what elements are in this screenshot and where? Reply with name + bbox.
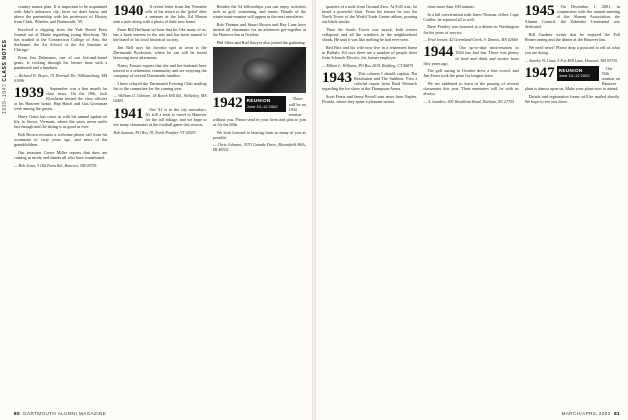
note-paragraph: country manor plan. It is important to be acquainted with Jake's unknown city, faces we don't know, and above the partnership with his professors of History from Clark, Wheeler and Dartmouth, '39. <box>14 4 108 25</box>
magazine-name: DARTMOUTH ALUMNI MAGAZINE <box>23 411 107 416</box>
note-paragraph: Besides the 54 fellowships you can enjoy activities such as golf, swimming, and tennis. Details of the winter mini-reunion will appear in the next newsletter. <box>212 4 306 20</box>
page-number: 81 <box>614 411 620 416</box>
note-paragraph: Bob Brown recounts a welcome phone call from his roommate of sixty years ago, and news of the grandchildren. <box>14 132 108 148</box>
left-page-footer <box>14 411 106 416</box>
class-secretary-signature: — Chris Johnson, 3570 Canada Drive, Bloomfield Hills, MI 48302 <box>212 142 306 153</box>
class-photo <box>213 47 306 93</box>
class-year-heading: 1943 <box>322 69 352 86</box>
side-tag-label: CLASS NOTES <box>2 39 8 82</box>
issue-date: MARCH/APRIL 2002 <box>561 411 611 416</box>
right-page-footer <box>562 411 620 416</box>
left-col-1 <box>14 4 107 404</box>
right-page <box>316 0 628 420</box>
note-paragraph: from more than 100 nations. <box>427 4 475 9</box>
note-paragraph: Bill Gardner writes that he enjoyed the Fall Homecoming and the dinner at the Hanover Inn. <box>524 32 620 43</box>
note-paragraph: Then the South Tower was struck, both towers collapsed, and all the windows in the neighborhood shook. He said it was like nothing he had ever seen. <box>322 26 418 43</box>
note-paragraph: In a fall conversation with Jones Thomas, fellow Cape Codder, he reported all is well. <box>423 11 519 22</box>
note-paragraph: From Jim Delamater, one of our lost-and-found gents, is rocking through his leisure time with a paintbrush and a handsaw. <box>14 55 108 71</box>
note-paragraph: Red Brix and his wife now live in a retirement home in Buffalo. Ed says there are a number of people there from Schenck Electric, his former employer. <box>322 44 418 61</box>
left-col-3 <box>213 4 306 404</box>
note-paragraph: Scott Ferris and Jenny Powell sent news from Naples, Florida, where they spent a pleasant winter. <box>322 93 418 104</box>
class-secretary-signature: — A. Landers, 209 Woodlawn Road, Durham, NC 27705 <box>423 98 515 104</box>
class-secretary-signature: — Richard W. Boyce, 75 Dovetail Dr., Williamsburg, MA 01096 <box>14 72 108 83</box>
class-year-heading: 1944 <box>423 44 454 61</box>
class-secretary-signature: — William O. Gilmore, 18 Beech Hill Rd., Wellesley, MA 02481 <box>113 93 207 104</box>
right-columns <box>322 4 620 404</box>
reunion-label: REUNION <box>246 98 271 104</box>
left-columns <box>14 4 306 404</box>
note-paragraph: Harry Gates has come in with his annual update on life in Stowe, Vermont, where the snow never melts fast enough and the skiing is as good as ever. <box>14 114 108 130</box>
note-paragraph: Our up-to-date mini-reunion in 1944 has had fun. There was plenty of food and drink and stories from fifty years ago. <box>423 45 519 66</box>
class-secretary-signature: — Fred Jensen, 42 Greenland Creek, S. Dennis, MA 02660 <box>423 37 518 43</box>
reunion-dates: June 10–12 2002 <box>558 72 590 78</box>
reunion-box <box>245 96 286 112</box>
class-secretary-signature: Bob Janssen, PO Box 78, North Pomfret, VT 05053 <box>113 129 196 135</box>
class-secretary-signature: — Milton L. Williams, PO Box 2019, Redding, CT 06875 <box>322 62 414 68</box>
left-page <box>0 0 312 420</box>
note-paragraph: Our treasurer Carter Miller reports that dues are coming in nicely and thanks all who have contributed. <box>14 149 108 160</box>
page-number: 80 <box>14 411 20 416</box>
left-col-2 <box>113 4 206 404</box>
note-paragraph: Jim Bell says his favorite spot in town is the Dartmouth Bookstore, where he can still be found browsing most afternoons. <box>113 44 207 61</box>
right-col-3 <box>525 4 620 404</box>
note-paragraph: Details and registration forms will be mailed shortly. We hope to see you there. <box>524 93 620 104</box>
reunion-box <box>557 66 599 82</box>
note-paragraph: Phil Sikes and Bud Sawyer also joined the gathering. <box>216 39 306 45</box>
note-paragraph: A recent letter from Jim Vermette tells of his return to the 'grind' after a summer at the lake. Ed Mason sent a note along with a photo of their new home. <box>113 4 207 25</box>
note-paragraph: We look forward to hearing from as many of you as possible. <box>212 129 306 140</box>
note-paragraph: Bob Thomas and Stuart Brown and Ray Lane have invited all classmates for an afternoon get-together at the Hanover Inn in October. <box>212 21 306 38</box>
note-paragraph: September was a fine month for class news. On the 19th, Jack Florsheim hosted the class officers at his Hanover home. Hap Hatch and Gus Grossman were among the guests. <box>14 86 108 112</box>
class-year-heading: 1945 <box>524 4 555 19</box>
side-tag-years: 1939–1947 <box>2 83 8 114</box>
note-paragraph: We need news! Please drop a postcard to tell us what you are doing. <box>524 44 620 55</box>
note-paragraph: On December 1, 2001, in conjunction with the annual meeting of the Alumni Association, the Alumni Council, the Zabriskie Centennial was dedicated. <box>524 4 620 30</box>
note-paragraph: Involved a clipping from the Yale Beach Press Journal out of Maine regarding young Shortstop. 'He has studied at the Connecticut College of Arts, the Sorbonne, the Art School of the Art Institute of Chicago.' <box>14 26 108 53</box>
note-paragraph: From Bill Hoffman we hear that he, like many of us, has a keen interest in the arts and has been named to the board of his local historical society. <box>113 26 207 43</box>
note-paragraph: quarters of a mile from Ground Zero. At 8:45 a.m., he heard a powerful blast. From his terrace he saw the North Tower of the World Trade Center ablaze, pouring out black smoke. <box>322 4 418 25</box>
note-paragraph: We are saddened to learn of the passing of several classmates this year. Their memories will be with us always. <box>423 81 519 97</box>
class-secretary-signature: — Bob Jones, 3 Old Farm Rd., Hanover, NH 03755 <box>14 162 97 168</box>
class-year-heading: 1942 <box>212 95 243 112</box>
note-paragraph: I have relayed the Dartmouth Evening Club mailing list to the committee for the coming year. <box>113 80 207 91</box>
class-year-heading: 1941 <box>113 105 144 122</box>
class-year-heading: 1939 <box>14 85 44 102</box>
class-notes-side-tag <box>2 6 11 116</box>
class-year-heading: 1940 <box>113 4 144 19</box>
right-col-1 <box>322 4 417 404</box>
right-col-2 <box>423 4 518 404</box>
class-secretary-signature: — Stanley W. Gaus, 5 Fox Hill Lane, Hanover, NH 03755 <box>524 57 617 63</box>
note-paragraph: Nancy Forster reports that she and her husband have moved to a retirement community and are enjoying the company of several Dartmouth families. <box>113 62 207 78</box>
note-paragraph: Dave Fernley was honored at a dinner in Washington for his years of service. <box>423 24 519 35</box>
note-paragraph: Our 55th reunion on Hanover plain is almost upon us. Make your plans now to attend. <box>524 65 620 92</box>
note-paragraph: This column I should caption The Resolution and The Sublime. First a colorful report from Brad Weinrich regarding the ice show at the Thompson Arena. <box>322 70 418 92</box>
note-paragraph: There will be no 1942 reunion without you. Please send in your form and plan to join us for the 60th. <box>212 96 306 127</box>
class-year-heading: 1947 <box>524 64 555 81</box>
note-paragraph: The golf outing in October drew a fine crowd, and Jim Ferris took the prize for longest drive. <box>423 68 519 79</box>
reunion-dates: June 10–12 2002 <box>246 103 278 109</box>
note-paragraph: Our '41 is in the city nowadays. It's still a treat to travel to Hanover for the fall foliage, and we hope to see many classmates at the football game this season. <box>113 106 207 127</box>
reunion-label: REUNION <box>558 67 583 73</box>
